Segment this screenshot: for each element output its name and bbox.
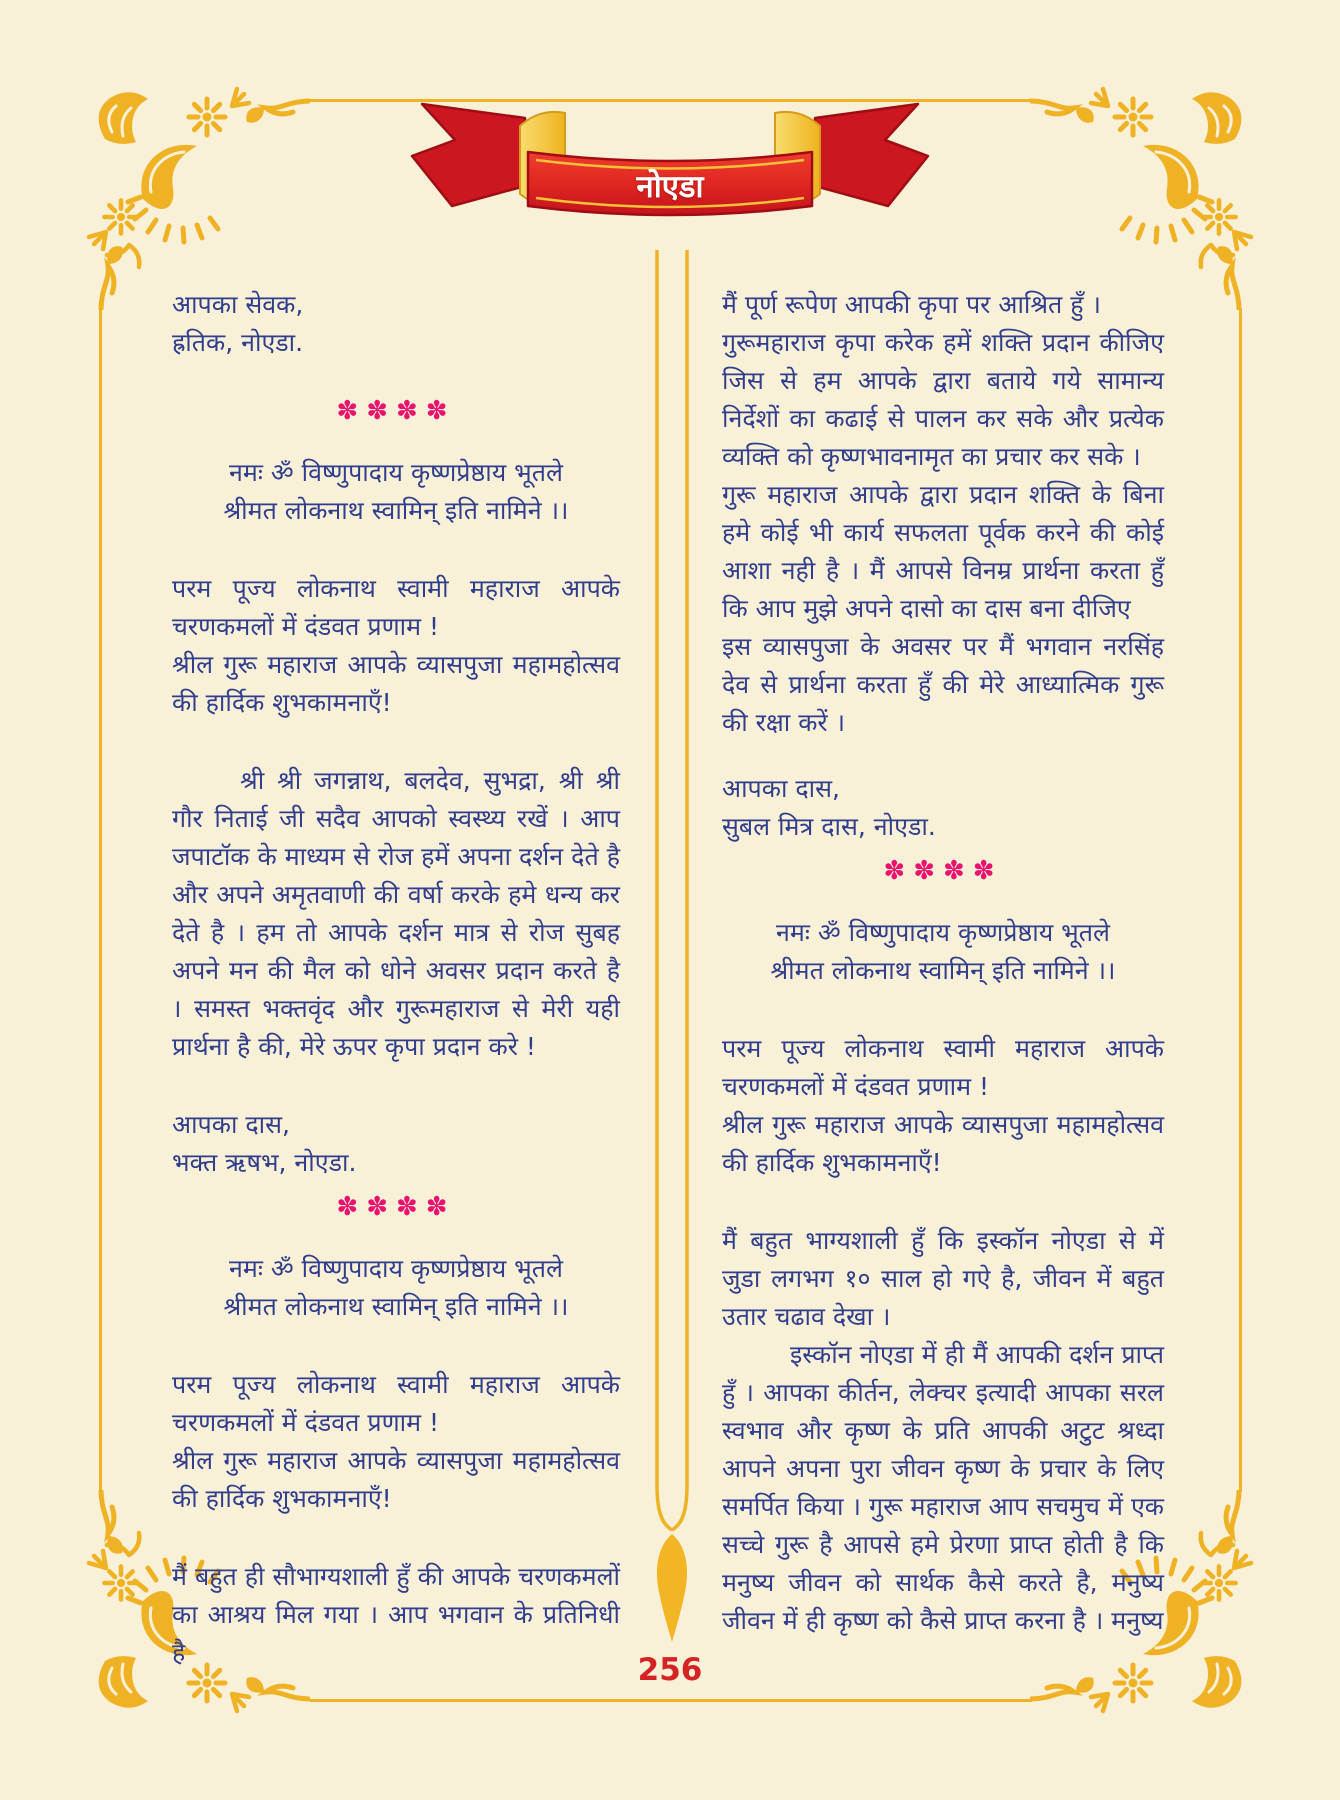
paragraph-karya: गुरू महाराज आपके द्वारा प्रदान शक्ति के बिना हमे कोई भी कार्य सफलता पूर्वक करने की कोई आशा नही है । मैं आपसे विनम्र प्रार्थना करता हुँ कि आप मुझे अपने दासो का दास बना दीजिए [722,480,1164,623]
paragraph-pranam: परम पूज्य लोकनाथ स्वामी महाराज आपके चरणकमलों में दंडवत प्रणाम ! [172,574,620,641]
paragraph-shakti: गुरूमहाराज कृपा करेक हमें शक्ति प्रदान कीजिए जिस से हम आपके द्वारा बताये गये सामान्य निर्देशों का कढाई से पालन कर सके और प्रत्येक व्यक्ति को कृष्णभावनामृत का प्रचार कर सके । [722,328,1164,471]
banner-title: नोएडा [636,169,704,205]
signature-line: आपका दास, [172,1110,290,1139]
signature-line: भक्त ऋषभ, नोएडा. [172,1148,357,1177]
paragraph-vyaspuja: श्रील गुरू महाराज आपके व्यासपुजा महामहोत्सव की हार्दिक शुभकामनाएँ! [172,650,620,717]
paragraph-iskcon-main: इस्कॉन नोएडा में ही मैं आपकी दर्शन प्राप्त हुँ । आपका कीर्तन, लेक्चर इत्यादी आपका सरल स्वभाव और कृष्ण के प्रति आपकी अटुट श्रध्दा आपने अपना पुरा जीवन कृष्ण के प्रचार के लिए समर्पित किया । गुरू महाराज आप सचमुच में एक सच्चे गुरू है आपसे हमे प्रेरणा प्राप्त होती है कि मनुष्य जीवन को सार्थक कैसे करते है, मनुष्य जीवन में ही कृष्ण को कैसे प्राप्त करना है । मनुष्य [722,1340,1164,1635]
paragraph-pranam: परम पूज्य लोकनाथ स्वामी महाराज आपके चरणकमलों में दंडवत प्रणाम ! [722,1034,1164,1101]
asterisk-separator: ✽✽✽✽ [336,1192,456,1222]
page-number: 256 [637,1652,703,1688]
floral-corner-top-right-icon [1030,85,1255,310]
paragraph-saubhagya: मैं बहुत ही सौभाग्यशाली हुँ की आपके चरणकमलों का आश्रय मिल गया । आप भगवान के प्रतिनिधी है [172,1562,620,1667]
shloka-verse [172,1250,620,1326]
paragraph-vyaspuja: श्रील गुरू महाराज आपके व्यासपुजा महामहोत्सव की हार्दिक शुभकामनाएँ! [172,1446,620,1513]
asterisk-separator: ✽✽✽✽ [336,396,456,426]
right-column [722,286,1164,1640]
signature-line: ह्रतिक, नोएडा. [172,328,304,357]
asterisk-separator: ✽✽✽✽ [883,856,1003,886]
paragraph-narsingh: इस व्यासपुजा के अवसर पर मैं भगवान नरसिंह देव से प्रार्थना करता हुँ की मेरे आध्यात्मिक गुरू की रक्षा करें । [722,632,1164,737]
signature-block [172,286,620,362]
shloka-verse [172,454,620,530]
frame-line-bottom [310,1699,1032,1702]
shloka-line: श्रीमत लोकनाथ स्वामिन् इति नामिने ।। [223,1292,569,1321]
frame-line-left [99,308,102,1492]
frame-line-right [1239,308,1242,1492]
floral-corner-top-left-icon [85,85,310,310]
signature-line: आपका दास, [722,774,840,803]
paragraph-jagannath: श्री श्री जगन्नाथ, बलदेव, सुभद्रा, श्री श्री गौर निताई जी सदैव आपको स्वस्थ्य रखें । आप जपाटॉक के माध्यम से रोज हमें अपना दर्शन देते है और अपने अमृतवाणी की वर्षा करके हमे धन्य कर देते है । हम तो आपके दर्शन मात्र से रोज सुबह अपने मन की मैल को धोने अवसर प्रदान करते है । समस्त भक्तवृंद और गुरूमहाराज से मेरी यही प्रार्थना है की, मेरे ऊपर कृपा प्रदान करे ! [172,766,620,1061]
shloka-line: श्रीमत लोकनाथ स्वामिन् इति नामिने ।। [223,496,569,525]
shloka-verse [722,914,1164,990]
ribbon-banner [400,96,940,221]
paragraph-pranam: परम पूज्य लोकनाथ स्वामी महाराज आपके चरणकमलों में दंडवत प्रणाम ! [172,1370,620,1437]
shloka-line: नमः ॐ विष्णुपादाय कृष्णप्रेष्ठाय भूतले [229,458,563,487]
paragraph-iskcon-intro: मैं बहुत भाग्यशाली हुँ कि इस्कॉन नोएडा से में जुडा लगभग १० साल हो गऐ है, जीवन में बहुत उतार चढाव देखा । [722,1226,1164,1331]
signature-block [722,770,1164,846]
signature-line: सुबल मित्र दास, नोएडा. [722,812,936,841]
signature-line: आपका सेवक, [172,290,304,319]
shloka-line: श्रीमत लोकनाथ स्वामिन् इति नामिने ।। [770,956,1116,985]
column-divider-icon [650,250,694,1645]
left-column [172,286,620,1672]
shloka-line: नमः ॐ विष्णुपादाय कृष्णप्रेष्ठाय भूतले [229,1254,563,1283]
signature-block [172,1106,620,1182]
paragraph-vyaspuja: श्रील गुरू महाराज आपके व्यासपुजा महामहोत्सव की हार्दिक शुभकामनाएँ! [722,1110,1164,1177]
shloka-line: नमः ॐ विष्णुपादाय कृष्णप्रेष्ठाय भूतले [776,918,1110,947]
paragraph-ashrit: मैं पूर्ण रूपेण आपकी कृपा पर आश्रित हुँ । [722,290,1101,319]
